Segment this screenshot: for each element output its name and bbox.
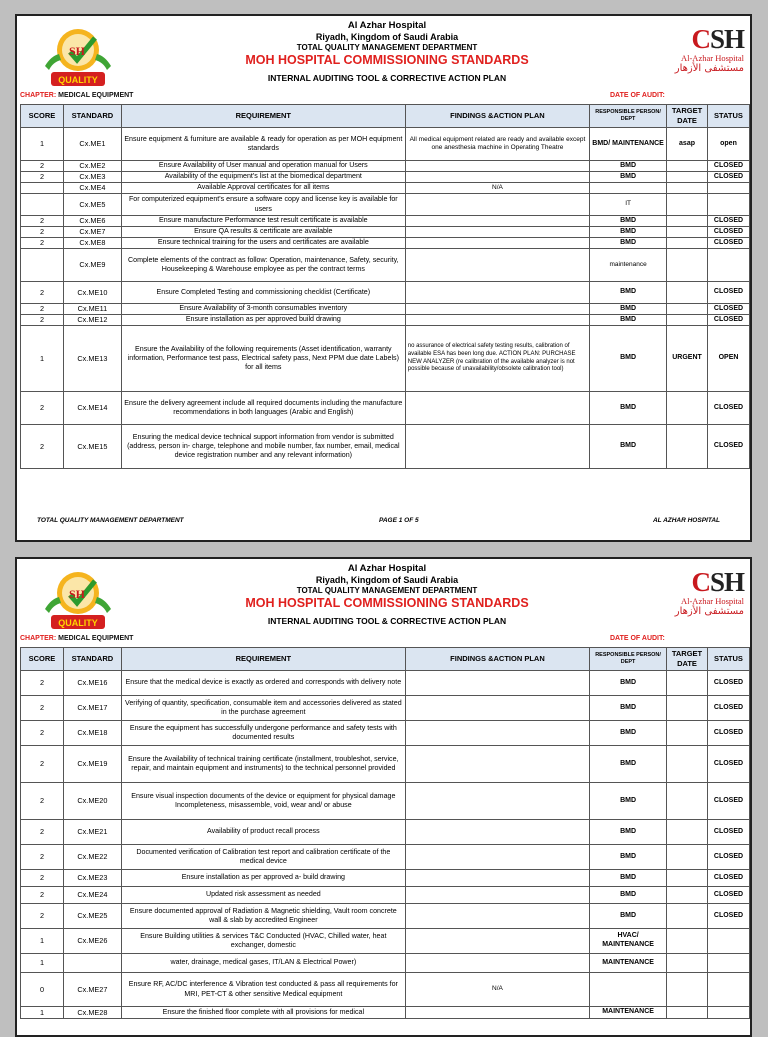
cell-standard: Cx.ME28 [63, 1007, 121, 1019]
cell-score: 2 [21, 315, 64, 326]
cell-status [708, 183, 750, 194]
cell-responsible: BMD [590, 282, 667, 304]
col-target-date: TARGET DATE [667, 648, 708, 671]
hospital-city: Riyadh, Kingdom of Saudi Arabia [315, 31, 459, 42]
cell-status: CLOSED [708, 392, 750, 425]
cell-requirement: Ensure Completed Testing and commissioning checklist (Certificate) [121, 282, 405, 304]
cell-standard: Cx.ME18 [63, 721, 121, 746]
cell-score: 2 [21, 721, 64, 746]
cell-responsible: BMD [590, 820, 667, 845]
cell-responsible: BMD [590, 425, 667, 469]
cell-standard [63, 954, 121, 973]
cell-responsible: BMD [590, 870, 667, 887]
hospital-city: Riyadh, Kingdom of Saudi Arabia [315, 574, 459, 585]
cell-findings [405, 746, 589, 783]
cell-target-date [667, 161, 708, 172]
cell-status: CLOSED [707, 887, 749, 904]
cell-findings [405, 820, 589, 845]
cell-findings: N/A [405, 973, 589, 1007]
cell-requirement: Ensure manufacture Performance test result certificate is available [121, 216, 405, 227]
cell-responsible: MAINTENANCE [590, 1007, 667, 1019]
cell-target-date [667, 172, 708, 183]
cell-standard: Cx.ME4 [63, 183, 121, 194]
cell-score: 2 [21, 904, 64, 929]
cell-findings [405, 392, 589, 425]
cell-responsible: BMD [590, 326, 667, 392]
cell-requirement: Ensuring the medical device technical support information from vendor is submitted (address, person in- charge, telephone and mobile number, fax number, email, medical device registration number and any relevant information) [121, 425, 405, 469]
cell-findings [405, 929, 589, 954]
cell-score: 2 [21, 227, 64, 238]
cell-responsible: BMD [590, 392, 667, 425]
col-status: STATUS [707, 648, 749, 671]
cell-target-date [667, 870, 708, 887]
cell-findings: no assurance of electrical safety testing results, calibration of available ESA has been long due. ACTION PLAN: PURCHASE NEW ANALYZER (re calibration of the available analyzer is not possible because of unavailability/obsolete calibration tool) [405, 326, 589, 392]
cell-responsible: HVAC/ MAINTENANCE [590, 929, 667, 954]
cell-requirement: Ensure RF, AC/DC interference & Vibration test conducted & pass all requirements for MRI, PET-CT & other sensitive Medical equipment [121, 973, 405, 1007]
cell-score: 0 [21, 973, 64, 1007]
cell-requirement: Ensure the Availability of technical training certificate (installment, troubleshot, service, repair, and maintain equipment and instruments) to the technical personnel provided [121, 746, 405, 783]
cell-requirement: Ensure installation as per approved a- build drawing [121, 870, 405, 887]
cell-score: 1 [21, 326, 64, 392]
cell-requirement: water, drainage, medical gases, IT/LAN & Electrical Power) [121, 954, 405, 973]
footer-hospital: AL AZHAR HOSPITAL [652, 517, 720, 524]
cell-findings [405, 216, 589, 227]
table-row [21, 315, 750, 326]
cell-status: CLOSED [707, 845, 749, 870]
cell-target-date [667, 929, 708, 954]
chapter-label: CHAPTER: MEDICAL EQUIPMENT [20, 635, 134, 642]
table-row [21, 954, 750, 973]
table-row [21, 227, 750, 238]
cell-status: CLOSED [708, 227, 750, 238]
cell-status: CLOSED [707, 721, 749, 746]
col-status: STATUS [708, 105, 750, 128]
cell-requirement: Availability of the equipment's list at the biomedical department [121, 172, 405, 183]
table-row [21, 820, 750, 845]
cell-findings [405, 671, 589, 696]
cell-findings [405, 845, 589, 870]
cell-findings [405, 315, 589, 326]
cell-requirement: Documented verification of Calibration test report and calibration certificate of the medical device [121, 845, 405, 870]
al-azhar-logo: CSH Al-Azhar Hospital مستشفى الأزهار [674, 567, 744, 617]
cell-target-date [667, 746, 708, 783]
date-of-audit-label: DATE OF AUDIT: [610, 92, 665, 99]
cell-requirement: Available Approval certificates for all items [121, 183, 405, 194]
cell-standard: Cx.ME15 [63, 425, 121, 469]
cell-standard: Cx.ME27 [63, 973, 121, 1007]
col-score: SCORE [21, 105, 64, 128]
cell-standard: Cx.ME8 [63, 238, 121, 249]
cell-target-date [667, 282, 708, 304]
table-row [21, 161, 750, 172]
cell-requirement: Ensure installation as per approved build drawing [121, 315, 405, 326]
cell-target-date [667, 1007, 708, 1019]
cell-target-date: asap [667, 128, 708, 161]
cell-responsible: BMD [590, 161, 667, 172]
col-requirement: REQUIREMENT [121, 648, 405, 671]
document-title: MOH HOSPITAL COMMISSIONING STANDARDS [245, 53, 529, 68]
cell-standard: Cx.ME22 [63, 845, 121, 870]
cell-responsible: BMD [590, 721, 667, 746]
cell-status: CLOSED [707, 904, 749, 929]
cell-requirement: Ensure Availability of 3-month consumables inventory [121, 304, 405, 315]
cell-target-date [667, 845, 708, 870]
cell-target-date [667, 194, 708, 216]
cell-requirement: Ensure the delivery agreement include all required documents including the manufacture recommendations in both languages (Arabic and English) [121, 392, 405, 425]
cell-requirement: Ensure the finished floor complete with all provisions for medical [121, 1007, 405, 1019]
col-score: SCORE [21, 648, 64, 671]
cell-score: 2 [21, 238, 64, 249]
cell-standard: Cx.ME1 [63, 128, 121, 161]
table-row [21, 128, 750, 161]
cell-target-date [667, 249, 708, 282]
cell-responsible: MAINTENANCE [590, 954, 667, 973]
svg-text:QUALITY: QUALITY [58, 75, 98, 85]
cell-score: 1 [21, 1007, 64, 1019]
cell-status: CLOSED [708, 238, 750, 249]
cell-status: open [708, 128, 750, 161]
cell-status [707, 929, 749, 954]
table-row [21, 870, 750, 887]
cell-responsible: BMD [590, 887, 667, 904]
cell-requirement: Updated risk assessment as needed [121, 887, 405, 904]
cell-status: CLOSED [707, 870, 749, 887]
cell-score: 2 [21, 696, 64, 721]
cell-target-date [667, 315, 708, 326]
cell-score: 2 [21, 392, 64, 425]
cell-findings [405, 194, 589, 216]
cell-score: 2 [21, 887, 64, 904]
cell-target-date: URGENT [667, 326, 708, 392]
cell-standard: Cx.ME9 [63, 249, 121, 282]
cell-status [708, 249, 750, 282]
col-target-date: TARGET DATE [667, 105, 708, 128]
table-row [21, 282, 750, 304]
cell-findings [405, 954, 589, 973]
cell-requirement: Ensure equipment & furniture are available & ready for operation as per MOH equipment standards [121, 128, 405, 161]
cell-requirement: Verifying of quantity, specification, consumable item and accessories delivered as stated in the purchase agreement [121, 696, 405, 721]
header-titles [167, 20, 607, 83]
cell-status [708, 194, 750, 216]
table-row [21, 238, 750, 249]
table-row [21, 671, 750, 696]
cell-responsible: BMD [590, 216, 667, 227]
cell-responsible: BMD [590, 315, 667, 326]
col-standard: STANDARD [63, 648, 121, 671]
cell-score: 2 [21, 161, 64, 172]
cell-findings [405, 425, 589, 469]
cell-standard: Cx.ME2 [63, 161, 121, 172]
cell-responsible: BMD [590, 845, 667, 870]
al-azhar-logo: CSH Al-Azhar Hospital مستشفى الأزهار [674, 24, 744, 74]
cell-responsible [590, 973, 667, 1007]
cell-responsible: BMD [590, 227, 667, 238]
cell-score: 2 [21, 870, 64, 887]
chapter-value: MEDICAL EQUIPMENT [58, 92, 134, 99]
cell-requirement: Ensure documented approval of Radiation & Magnetic shielding, Vault room concrete wall & slab by accredited Engineer [121, 904, 405, 929]
table-row [21, 304, 750, 315]
table-header-row [21, 105, 750, 128]
cell-standard: Cx.ME17 [63, 696, 121, 721]
table-row [21, 887, 750, 904]
quality-logo-icon [37, 26, 119, 94]
col-findings: FINDINGS &ACTION PLAN [405, 648, 589, 671]
cell-status: CLOSED [708, 172, 750, 183]
cell-requirement: Availability of product recall process [121, 820, 405, 845]
cell-standard: Cx.ME6 [63, 216, 121, 227]
chapter-row [20, 635, 747, 645]
cell-standard: Cx.ME14 [63, 392, 121, 425]
cell-target-date [667, 304, 708, 315]
page-header [17, 16, 750, 104]
cell-target-date [667, 820, 708, 845]
table-row [21, 326, 750, 392]
cell-findings [405, 1007, 589, 1019]
cell-target-date [667, 216, 708, 227]
cell-score: 1 [21, 929, 64, 954]
cell-responsible: BMD [590, 783, 667, 820]
cell-responsible: BMD/ MAINTENANCE [590, 128, 667, 161]
cell-score: 2 [21, 172, 64, 183]
cell-requirement: Ensure Building utilities & services T&C Conducted (HVAC, Chilled water, heat exchanger, domestic [121, 929, 405, 954]
cell-standard: Cx.ME11 [63, 304, 121, 315]
cell-target-date [667, 973, 708, 1007]
cell-score: 1 [21, 954, 64, 973]
cell-status: CLOSED [708, 425, 750, 469]
footer-department: TOTAL QUALITY MANAGEMENT DEPARTMENT [37, 517, 184, 524]
cell-standard: Cx.ME21 [63, 820, 121, 845]
cell-findings [405, 238, 589, 249]
date-of-audit-label: DATE OF AUDIT: [610, 635, 665, 642]
cell-score: 2 [21, 746, 64, 783]
svg-text:QUALITY: QUALITY [58, 618, 98, 628]
cell-score: 2 [21, 216, 64, 227]
table-row [21, 721, 750, 746]
cell-requirement: For computerized equipment's ensure a software copy and license key is available for users [121, 194, 405, 216]
cell-score: 2 [21, 282, 64, 304]
page-header [17, 559, 750, 647]
table-row [21, 1007, 750, 1019]
cell-findings [405, 870, 589, 887]
cell-findings [405, 904, 589, 929]
cell-standard: Cx.ME7 [63, 227, 121, 238]
cell-findings [405, 696, 589, 721]
cell-status [707, 954, 749, 973]
cell-target-date [667, 904, 708, 929]
chapter-row [20, 92, 747, 102]
cell-responsible: IT [590, 194, 667, 216]
hospital-name: Al Azhar Hospital [347, 20, 427, 31]
cell-score [21, 249, 64, 282]
cell-status: CLOSED [707, 696, 749, 721]
cell-standard: Cx.ME24 [63, 887, 121, 904]
cell-status: CLOSED [707, 783, 749, 820]
cell-standard: Cx.ME10 [63, 282, 121, 304]
audit-page-2 [15, 557, 752, 1037]
cell-target-date [667, 425, 708, 469]
quality-logo-icon [37, 569, 119, 637]
table-row [21, 425, 750, 469]
cell-status: CLOSED [707, 820, 749, 845]
col-standard: STANDARD [63, 105, 121, 128]
department-name: TOTAL QUALITY MANAGEMENT DEPARTMENT [296, 585, 478, 595]
table-row [21, 973, 750, 1007]
cell-standard: Cx.ME12 [63, 315, 121, 326]
document-subtitle: INTERNAL AUDITING TOOL & CORRECTIVE ACTION PLAN [267, 615, 507, 626]
cell-findings [405, 161, 589, 172]
cell-standard: Cx.ME16 [63, 671, 121, 696]
cell-status: CLOSED [708, 216, 750, 227]
cell-score: 2 [21, 425, 64, 469]
cell-findings: N/A [405, 183, 589, 194]
audit-table-page-1 [20, 104, 750, 469]
cell-findings [405, 249, 589, 282]
cell-findings [405, 172, 589, 183]
cell-responsible: BMD [590, 238, 667, 249]
cell-requirement: Ensure Availability of User manual and operation manual for Users [121, 161, 405, 172]
cell-requirement: Ensure visual inspection documents of the device or equipment for physical damage Incompleteness, misassemble, void, wear and/ or abuse [121, 783, 405, 820]
cell-standard: Cx.ME5 [63, 194, 121, 216]
cell-findings: All medical equipment related are ready and available except one anesthesia machine in Operating Theatre [405, 128, 589, 161]
cell-responsible: BMD [590, 304, 667, 315]
cell-standard: Cx.ME13 [63, 326, 121, 392]
document-title: MOH HOSPITAL COMMISSIONING STANDARDS [245, 596, 529, 611]
col-requirement: REQUIREMENT [121, 105, 405, 128]
table-row [21, 249, 750, 282]
cell-requirement: Complete elements of the contract as follow: Operation, maintenance, Safety, security, Housekeeping & Warehouse employee as per the contract terms [121, 249, 405, 282]
cell-status: CLOSED [708, 161, 750, 172]
cell-score: 1 [21, 128, 64, 161]
cell-status [707, 1007, 749, 1019]
cell-target-date [667, 671, 708, 696]
cell-status: CLOSED [707, 671, 749, 696]
table-row [21, 845, 750, 870]
header-titles [167, 563, 607, 626]
table-row [21, 746, 750, 783]
col-findings: FINDINGS &ACTION PLAN [405, 105, 589, 128]
department-name: TOTAL QUALITY MANAGEMENT DEPARTMENT [296, 42, 478, 52]
cell-findings [405, 721, 589, 746]
cell-score: 2 [21, 820, 64, 845]
cell-standard: Cx.ME3 [63, 172, 121, 183]
cell-target-date [667, 183, 708, 194]
cell-findings [405, 282, 589, 304]
cell-requirement: Ensure the Availability of the following requirements (Asset identification, warranty information, Performance test pass, Electrical safety pass, Next PPM due date Labels) for all items [121, 326, 405, 392]
cell-target-date [667, 887, 708, 904]
cell-findings [405, 783, 589, 820]
cell-responsible: maintenance [590, 249, 667, 282]
cell-responsible: BMD [590, 746, 667, 783]
cell-status: CLOSED [708, 315, 750, 326]
cell-status: CLOSED [708, 304, 750, 315]
cell-status: CLOSED [708, 282, 750, 304]
table-row [21, 194, 750, 216]
table-row [21, 392, 750, 425]
cell-responsible: BMD [590, 904, 667, 929]
cell-target-date [667, 783, 708, 820]
cell-responsible [590, 183, 667, 194]
cell-score: 2 [21, 783, 64, 820]
cell-standard: Cx.ME26 [63, 929, 121, 954]
cell-findings [405, 887, 589, 904]
page-footer [37, 517, 720, 524]
cell-target-date [667, 696, 708, 721]
cell-requirement: Ensure that the medical device is exactly as ordered and corresponds with delivery note [121, 671, 405, 696]
chapter-value: MEDICAL EQUIPMENT [58, 635, 134, 642]
cell-findings [405, 304, 589, 315]
table-row [21, 696, 750, 721]
col-responsible: RESPONSIBLE PERSON/ DEPT [590, 648, 667, 671]
svg-text:SH: SH [68, 587, 86, 601]
cell-requirement: Ensure the equipment has successfully undergone performance and safety tests with documented results [121, 721, 405, 746]
cell-score [21, 194, 64, 216]
cell-status [707, 973, 749, 1007]
table-row [21, 216, 750, 227]
cell-standard: Cx.ME25 [63, 904, 121, 929]
audit-table-page-2 [20, 647, 750, 1019]
cell-requirement: Ensure technical training for the users and certificates are available [121, 238, 405, 249]
col-responsible: RESPONSIBLE PERSON/ DEPT [590, 105, 667, 128]
chapter-label: CHAPTER: MEDICAL EQUIPMENT [20, 92, 134, 99]
cell-responsible: BMD [590, 172, 667, 183]
cell-target-date [667, 954, 708, 973]
cell-standard: Cx.ME20 [63, 783, 121, 820]
document-subtitle: INTERNAL AUDITING TOOL & CORRECTIVE ACTION PLAN [267, 72, 507, 83]
table-header-row [21, 648, 750, 671]
cell-responsible: BMD [590, 671, 667, 696]
cell-score: 2 [21, 845, 64, 870]
cell-standard: Cx.ME19 [63, 746, 121, 783]
cell-score [21, 183, 64, 194]
cell-target-date [667, 721, 708, 746]
table-row [21, 904, 750, 929]
cell-responsible: BMD [590, 696, 667, 721]
cell-target-date [667, 238, 708, 249]
cell-score: 2 [21, 671, 64, 696]
hospital-name: Al Azhar Hospital [347, 563, 427, 574]
footer-page-number: PAGE 1 OF 5 [379, 517, 419, 524]
cell-status: CLOSED [707, 746, 749, 783]
table-row [21, 183, 750, 194]
cell-score: 2 [21, 304, 64, 315]
svg-text:SH: SH [68, 44, 86, 58]
cell-status: OPEN [708, 326, 750, 392]
audit-page-1 [15, 14, 752, 542]
cell-target-date [667, 392, 708, 425]
table-row [21, 929, 750, 954]
table-row [21, 783, 750, 820]
cell-findings [405, 227, 589, 238]
cell-requirement: Ensure QA results & certificate are available [121, 227, 405, 238]
cell-standard: Cx.ME23 [63, 870, 121, 887]
cell-target-date [667, 227, 708, 238]
table-row [21, 172, 750, 183]
